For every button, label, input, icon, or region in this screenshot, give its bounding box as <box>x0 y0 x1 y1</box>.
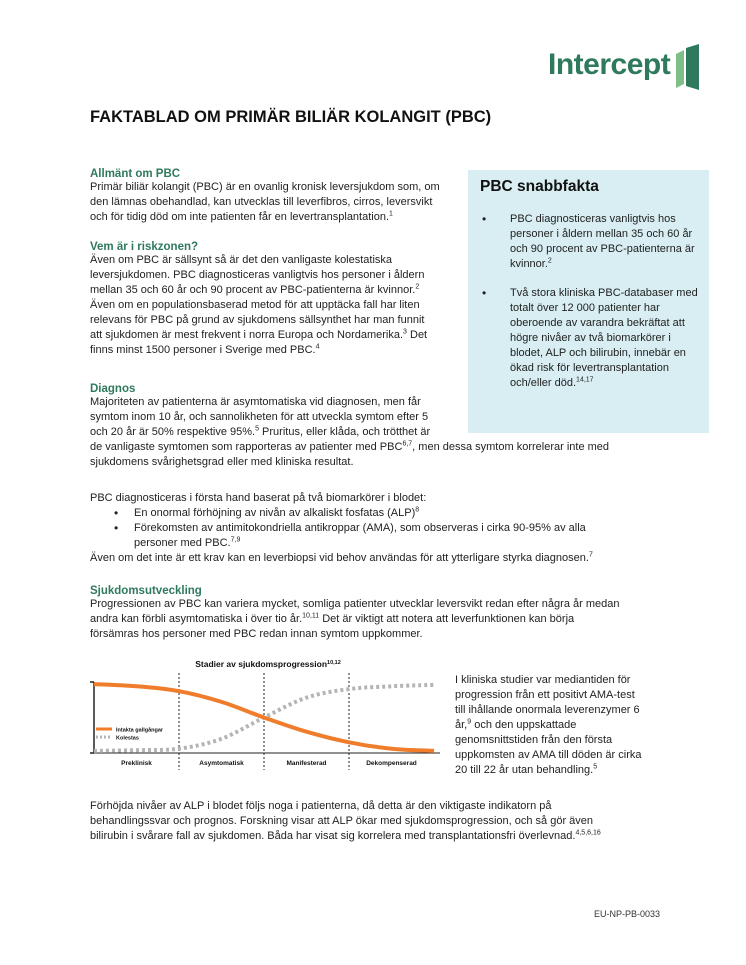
list-item: • En onormal förhöjning av nivån av alkaliskt fosfatas (ALP)$^8$ <box>90 506 690 521</box>
text-line: Även om det inte är ett krav kan en leverbiopsi vid behov användas för att ytterligare styrka diagnosen.$^7$ <box>90 551 593 564</box>
stage-separators <box>179 673 349 770</box>
reference: 7 <box>588 551 593 559</box>
reference: 14,17 <box>576 376 594 384</box>
chart-legend <box>96 727 164 742</box>
reference: 2 <box>415 283 420 291</box>
section-body <box>90 597 619 642</box>
text-line: sjukdomens svårighetsgrad eller med kliniska resultat. <box>90 456 354 468</box>
text-line: relevans för PBC på grund av sjukdomens sällsynthet har man funnit <box>90 314 425 326</box>
section-body <box>90 180 440 225</box>
text-line: Även om en populationsbaserad metod för att upptäcka fall har liten <box>90 299 420 311</box>
section-body <box>90 253 427 358</box>
biomarker-list <box>90 506 690 551</box>
stage-label: Asymtomatisk <box>199 760 244 767</box>
text-line: symtom inom 10 år, och sannolikheten för att utveckla symtom efter 5 <box>90 411 429 423</box>
page-title: FAKTABLAD OM PRIMÄR BILIÄR KOLANGIT (PBC) <box>90 108 492 126</box>
list-item: • Förekomsten av antimitokondriella antikroppar (AMA), som observeras i cirka 90-95% av alla personer med PBC.$^{7,9}$ <box>90 521 690 551</box>
text-line: Även om PBC är sällsynt så är det den vanligaste kolestatiska <box>90 254 393 266</box>
reference: 5 <box>255 425 259 433</box>
text-line: försämras hos personer med PBC redan innan symtom uppkommer. <box>90 628 423 640</box>
section-diagnos <box>90 383 609 470</box>
section-body <box>90 395 609 470</box>
text-line: och 20 år är 50% respektive 95%.$^5$ Pruritus, eller klåda, och trötthet är <box>90 425 431 438</box>
logo-wordmark: Intercept <box>548 48 671 81</box>
quick-facts-title: PBC snabbfakta <box>480 178 599 195</box>
section-sjukdomsutveckling <box>90 585 619 642</box>
text-line: år,$^9$ och den uppskattade <box>455 718 577 731</box>
text-line: I kliniska studier var mediantiden för <box>455 674 631 686</box>
stage-label: Preklinisk <box>121 760 152 767</box>
text-line: progression från ett positivt AMA-test <box>455 689 635 701</box>
chart-title: Stadier av sjukdomsprogression$^{10,12}$ <box>195 659 341 669</box>
text-line: bilirubin i svårare fall av sjukdomen. Båda har visat sig korrelera med transplantationsfri överlevnad.$^{4,5,6,16}$ <box>90 829 601 842</box>
legend-label-kolestas: Kolestas <box>116 735 139 742</box>
text-line: den lämnas obehandlad, kan utvecklas till leverfibros, cirros, leversvikt <box>90 196 433 208</box>
text-line: leversjukdomen. PBC diagnosticeras vanligtvis hos personer i åldern <box>90 269 425 281</box>
reference: 2 <box>547 257 552 265</box>
text-line: andra kan förbli asymtomatiska i över tio år.$^{10,11}$ Det är viktigt att notera att leverfunktionen kan börja <box>90 612 575 625</box>
reference: 9 <box>467 718 472 726</box>
list-item: • Två stora kliniska PBC-databaser med totalt över 12 000 patienter har oberoende av varandra bekräftat att högre nivåer av två biomarkörer i blodet, ALP och bilirubin, innebär en ökad risk för levertransplantation och/eller död.$^{14,17}$ <box>480 286 702 391</box>
section-allmant <box>90 168 440 225</box>
document-code: EU-NP-PB-0033 <box>593 909 660 919</box>
text-line: de vanligaste symtomen som rapporteras av patienter med PBC$^{6,7}$, men dessa symtom korrelerar inte med <box>90 440 610 453</box>
text-line: finns minst 1500 personer i Sverige med PBC.$^4$ <box>90 343 320 356</box>
list-item: • PBC diagnosticeras vanligtvis hos personer i åldern mellan 35 och 60 år och 90 procent av PBC-patienterna är kvinnor.$^2$ <box>480 212 702 272</box>
reference: 6,7 <box>402 440 413 448</box>
section-heading: Diagnos <box>90 383 136 395</box>
text-line: genomsnittstiden från den första <box>455 734 613 746</box>
stage-labels <box>121 760 417 767</box>
text-line: att sjukdomen är mest frekvent i norra Europa och Nordamerika.$^3$ Det <box>90 328 428 341</box>
stage-label: Dekompenserad <box>366 760 417 767</box>
section-heading: Vem är i riskzonen? <box>90 241 199 253</box>
text-line: till ihållande onormala leverenzymer 6 <box>455 704 640 716</box>
section-riskzon <box>90 241 427 358</box>
text-line: Progressionen av PBC kan variera mycket, somliga patienter utvecklar leversvikt redan efter några år medan <box>90 598 620 610</box>
reference: 5 <box>593 763 598 771</box>
text-line: 20 till 22 år utan behandling.$^5$ <box>455 763 598 776</box>
text-line: uppkomsten av AMA till döden är cirka <box>455 749 642 761</box>
text-line: och för tidig död om inte patienten får en levertransplantation.$^1$ <box>90 210 393 223</box>
stage-label: Manifesterad <box>286 760 327 767</box>
chart-title-ref: 10,12 <box>327 660 341 666</box>
text-line: Förhöjda nivåer av ALP i blodet följs noga i patienterna, då detta är den viktigaste indikatorn på <box>90 800 552 812</box>
reference: 4 <box>315 343 320 351</box>
reference: 1 <box>389 210 393 218</box>
logo-mark-icon <box>676 44 700 90</box>
section-heading: Allmänt om PBC <box>90 168 181 180</box>
reference: 4,5,6,16 <box>575 829 601 837</box>
legend-label-intakta: Intakta gallgångar <box>116 727 164 734</box>
chart-side-note <box>455 673 675 778</box>
text-line: mellan 35 och 60 år och 90 procent av PBC-patienterna är kvinnor.$^2$ <box>90 283 420 296</box>
diagnos-biomarkers <box>90 491 690 566</box>
final-paragraph <box>90 799 690 844</box>
reference: 10,11 <box>302 612 320 620</box>
text-line: Majoriteten av patienterna är asymtomatiska vid diagnosen, men får <box>90 396 421 408</box>
reference: 8 <box>415 506 420 514</box>
reference: 7,9 <box>230 536 241 544</box>
reference: 3 <box>403 328 407 336</box>
section-heading: Sjukdomsutveckling <box>90 585 202 597</box>
text-line: PBC diagnosticeras i första hand baserat på två biomarkörer i blodet: <box>90 492 427 504</box>
text-line: Primär biliär kolangit (PBC) är en ovanlig kronisk leversjukdom som, om <box>90 181 440 193</box>
quick-facts-list <box>480 212 702 405</box>
disease-progression-chart <box>88 655 446 773</box>
text-line: behandlingssvar och prognos. Forskning visar att ALP ökar med sjukdomsprogression, och så gör även <box>90 815 594 827</box>
